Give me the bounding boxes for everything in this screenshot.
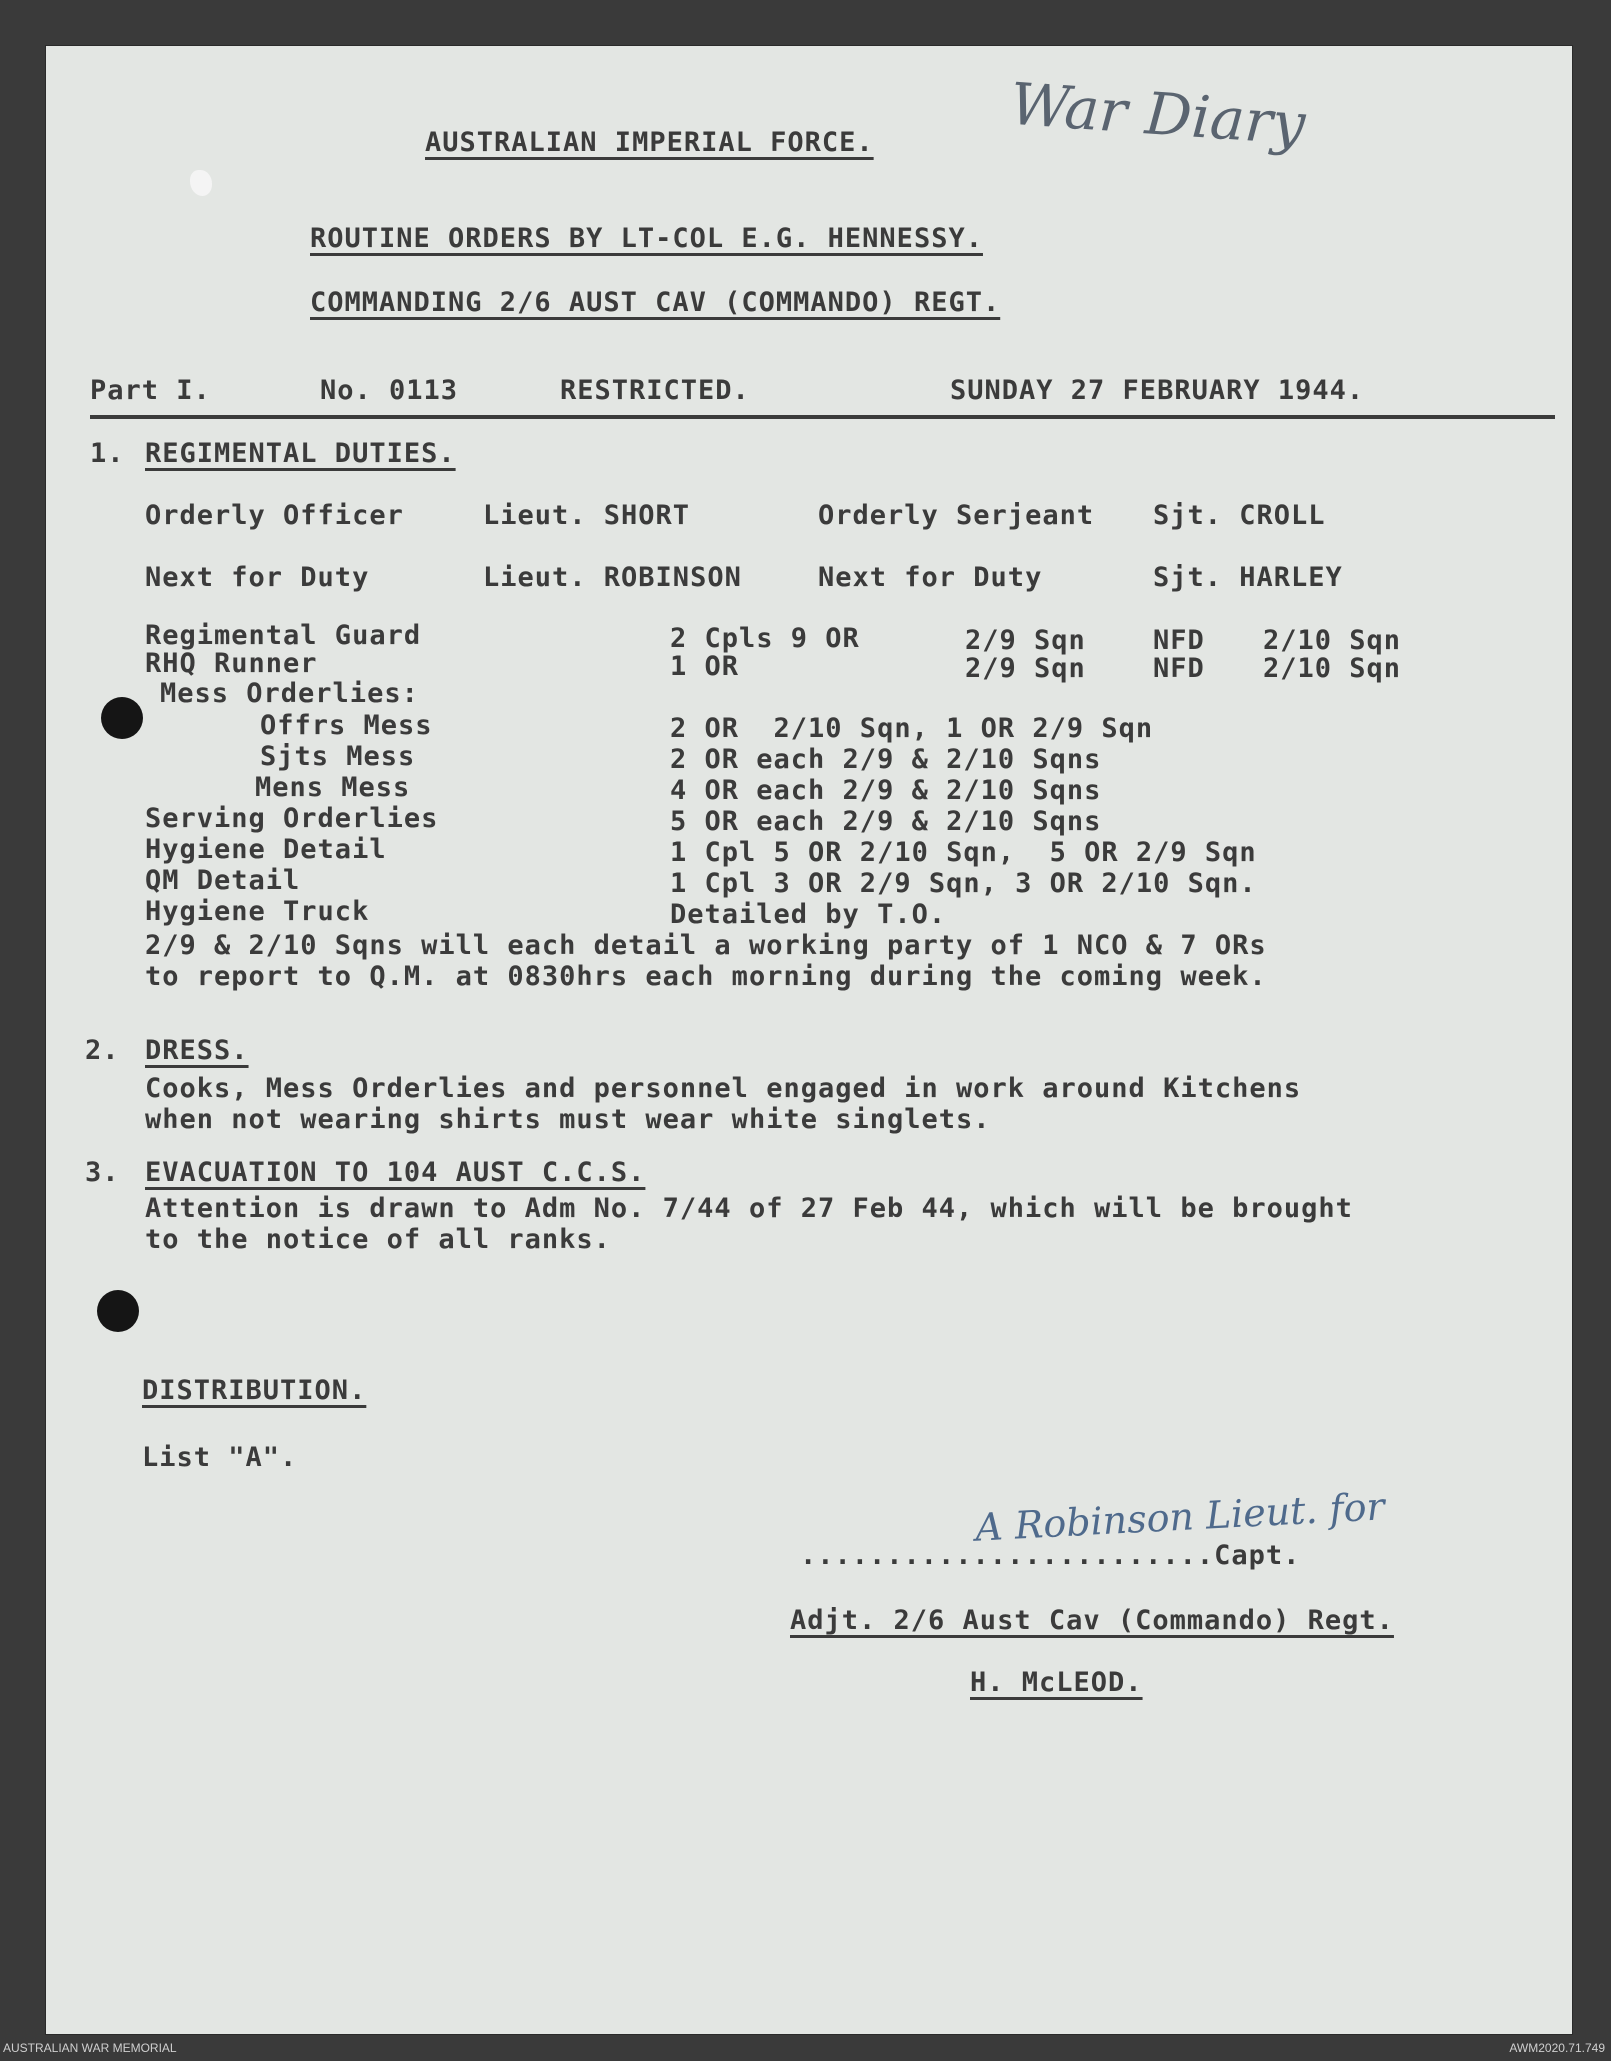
duty-sqn: 2/9 Sqn <box>965 625 1086 656</box>
footer-left: AUSTRALIAN WAR MEMORIAL <box>3 2041 177 2055</box>
orderly-officer-label: Orderly Officer <box>145 500 404 531</box>
distribution-title: DISTRIBUTION. <box>142 1375 367 1406</box>
duty-label: Hygiene Detail <box>145 834 387 865</box>
duty-value: 1 Cpl 3 OR 2/9 Sqn, 3 OR 2/10 Sqn. <box>670 868 1257 899</box>
sub-heading-2: COMMANDING 2/6 AUST CAV (COMMANDO) REGT. <box>310 287 1001 318</box>
duty-value: 2 OR 2/10 Sqn, 1 OR 2/9 Sqn <box>670 713 1154 744</box>
part-rule <box>90 415 1555 419</box>
document-page <box>45 45 1573 2035</box>
orderly-serjeant-name: Sjt. CROLL <box>1153 500 1326 531</box>
handwritten-signature: A Robinson Lieut. for <box>974 1484 1386 1550</box>
orderly-serjeant-label: Orderly Serjeant <box>818 500 1095 531</box>
adjutant-title: Adjt. 2/6 Aust Cav (Commando) Regt. <box>790 1605 1394 1636</box>
distribution-list: List "A". <box>142 1442 298 1473</box>
section-1-number: 1. <box>90 438 125 469</box>
section-2-line-1: Cooks, Mess Orderlies and personnel engaged in work around Kitchens <box>145 1073 1302 1104</box>
next-officer-label: Next for Duty <box>145 562 370 593</box>
orderly-officer-name: Lieut. SHORT <box>483 500 691 531</box>
duty-nfd-sqn: 2/10 Sqn <box>1263 625 1402 656</box>
next-serjeant-name: Sjt. HARLEY <box>1153 562 1343 593</box>
duty-label: RHQ Runner <box>145 648 318 679</box>
section-3-line-1: Attention is drawn to Adm No. 7/44 of 27 Feb 44, which will be brought <box>145 1193 1353 1224</box>
duty-label: Sjts Mess <box>260 741 416 772</box>
duty-label: Offrs Mess <box>260 710 433 741</box>
order-date: SUNDAY 27 FEBRUARY 1944. <box>950 375 1365 406</box>
working-party-note-line-2: to report to Q.M. at 0830hrs each morning during the coming week. <box>145 961 1267 992</box>
duty-sqn: 2/9 Sqn <box>965 653 1086 684</box>
section-3-number: 3. <box>85 1157 120 1188</box>
next-serjeant-label: Next for Duty <box>818 562 1043 593</box>
duty-value: 1 Cpl 5 OR 2/10 Sqn, 5 OR 2/9 Sqn <box>670 837 1257 868</box>
war-diary-annotation: War Diary <box>1007 69 1308 159</box>
duty-label: Hygiene Truck <box>145 896 370 927</box>
order-number: No. 0113 <box>320 375 459 406</box>
part-label: Part I. <box>90 375 211 406</box>
duty-label: Serving Orderlies <box>145 803 439 834</box>
duty-label: Mess Orderlies: <box>160 678 419 709</box>
working-party-note-line-1: 2/9 & 2/10 Sqns will each detail a working party of 1 NCO & 7 ORs <box>145 930 1267 961</box>
punch-hole-bottom <box>97 1290 139 1332</box>
classification: RESTRICTED. <box>560 375 750 406</box>
section-2-title: DRESS. <box>145 1035 249 1066</box>
duty-value: 2 OR each 2/9 & 2/10 Sqns <box>670 744 1102 775</box>
duty-label: Mens Mess <box>255 772 411 803</box>
document-heading: AUSTRALIAN IMPERIAL FORCE. <box>425 127 874 158</box>
section-3-title: EVACUATION TO 104 AUST C.C.S. <box>145 1157 646 1188</box>
duty-nfd-sqn: 2/10 Sqn <box>1263 653 1402 684</box>
section-2-line-2: when not wearing shirts must wear white singlets. <box>145 1104 991 1135</box>
section-1-title: REGIMENTAL DUTIES. <box>145 438 456 469</box>
signatory-name: H. McLEOD. <box>970 1667 1143 1698</box>
punch-hole-top <box>101 697 143 739</box>
duty-nfd: NFD <box>1153 625 1205 656</box>
duty-value: 4 OR each 2/9 & 2/10 Sqns <box>670 775 1102 806</box>
next-officer-name: Lieut. ROBINSON <box>483 562 742 593</box>
section-3-line-2: to the notice of all ranks. <box>145 1224 611 1255</box>
section-2-number: 2. <box>85 1035 120 1066</box>
sub-heading-1: ROUTINE ORDERS BY LT-COL E.G. HENNESSY. <box>310 223 983 254</box>
duty-value: 5 OR each 2/9 & 2/10 Sqns <box>670 806 1102 837</box>
duty-label: Regimental Guard <box>145 620 422 651</box>
duty-value: Detailed by T.O. <box>670 899 947 930</box>
duty-value: 1 OR <box>670 651 740 682</box>
footer-right: AWM2020.71.749 <box>1509 2041 1605 2055</box>
duty-nfd: NFD <box>1153 653 1205 684</box>
paper-tear <box>190 170 212 196</box>
duty-label: QM Detail <box>145 865 301 896</box>
signature-dots: ........................Capt. <box>800 1540 1301 1571</box>
duty-value: 2 Cpls 9 OR <box>670 623 860 654</box>
